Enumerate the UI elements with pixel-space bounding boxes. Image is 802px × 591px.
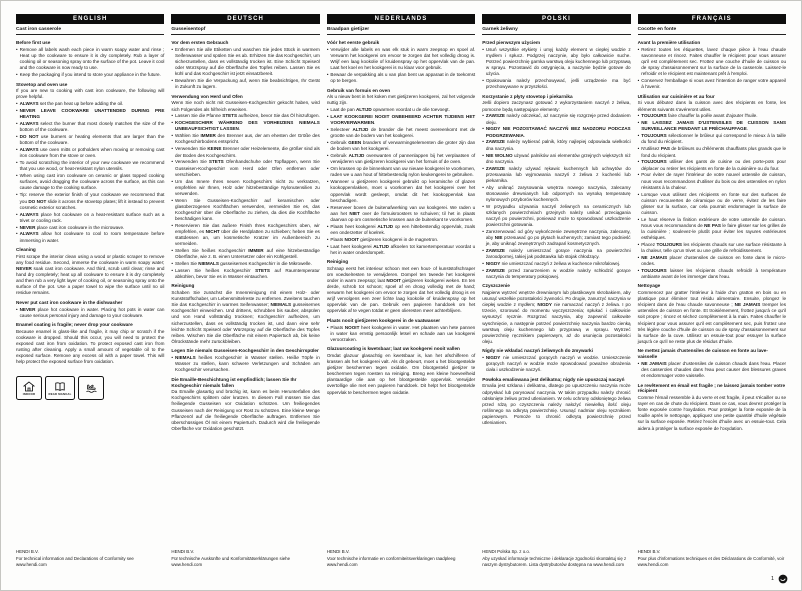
bullet-marker: • (637, 267, 640, 273)
bullet-marker: • (326, 166, 329, 172)
bullet-item: • Reservieren Sie das äußere Finish Ihres Kochgeschirrs oben, wir empfehlen, es NICHT über die Herdplatten zu schieben; heben Sie es stattdessen an, um kosmetische Kratzer im Außenbereich zu vermeiden. (171, 222, 320, 246)
bullet-marker: • (326, 72, 329, 77)
product-name: Braadpan gietijzer (327, 26, 475, 35)
bullet-marker: • (326, 324, 329, 330)
bullet-item: • Plaats NOOIT heet kookgerei in water. Het plaatsen van hete pannen in water kan ernstig persoonlijk letsel en schade aan uw kookgerei veroorzaken. (326, 324, 476, 342)
section-heading: Enamel coating is fragile; never drop your cookware (16, 322, 133, 328)
bullet-marker: • (16, 160, 18, 166)
bullet-marker: • (326, 140, 329, 146)
paragraph: Da Emaille glasartig und brüchig ist, kann es beim Herunterfallen des Kochgeschirrs splittern oder kratzen. In diesem Fall müssen Sie das freiliegende Gusseisen vor Oxidation schützen. Um freiliegendes Gusseisen nach der Reinigung vor Rost zu schützen. Eine kleine Menge Pflanzenöl auf die freiliegende Oberfläche auftragen. Entfernen Sie überschüssiges Öl mit einem Papiertuch. Dadurch wird die freiliegende Oberfläche vor Oxidation geschützt. (171, 389, 320, 431)
section-heading: Przed pierwszym użyciem (482, 40, 541, 46)
paragraph: First scrape the interior clean using a wood or plastic scraper to remove any food residue. Second, immerse the cookware in warm soapy water; NEVER soak cast iron cookware. And third, scrub until clean; rinse and hand dry completely; heat up all cookware to ensure it is dry completely and then rub a very light layer of cooking oil, or seasoning spray onto the surface of the pot. Use a paper towel to wipe the surface until no oil residue remains. (16, 253, 165, 296)
bullet-item: • Selecteer ALTIJD de brander die het meest overeenkomt met de grootte van de bodem van het kookgerei. (326, 127, 476, 139)
bullet-item: • Zarezerwować od góry wykończenie zewnętrzne naczynia, zalecamy, aby NIE przesuwać go po płytach kuchennych; zamiast tego podnieść je, aby uniknąć zewnętrznych zadrapań kosmetycznych. (482, 228, 631, 246)
section-heading: Korzystanie z płyty stovetop i piekarnika (482, 93, 573, 99)
bullet-item: • Verwenden Sie STETS Ofenhandschuhe oder Topflappen, wenn Sie Gusseisen-Kochgeschirr vom Herd oder Ofen entfernen oder verschieben. (171, 159, 320, 177)
bullet-item: • Usuń wszystkie etykiety i umyj każdy element w ciepłej wodzie z mydłem i spłucz. Podgrzej naczynie, aby było całkowicie suche. Potrzeć powierzchnię garnka warstwą oleju kuchennego lub przyprawą w sprayu. Pozostawić do ostygnięcia, a naczynie będzie gotowe do użycia. (482, 46, 631, 77)
indoor-icon-box (16, 376, 42, 400)
bullet-item: • ALWAYS set the pan heat up before adding the oil. (16, 101, 124, 107)
language-header: NEDERLANDS (327, 14, 475, 24)
bullet-marker: • (16, 173, 18, 179)
language-header: ENGLISH (16, 14, 164, 24)
bullet-marker: • (482, 355, 484, 361)
bullet-item: • TOUJOURS sélectionner le brûleur qui correspond le mieux à la taille du fond du récipient. (637, 133, 787, 145)
bullet-item: • NEVER place cast iron cookware in the microwave. (16, 224, 125, 230)
paragraph: Commencez par gratter l'intérieur à l'aide d'un gratton en bois ou en plastique pour éliminer tout résidu alimentaire. Ensuite, plongez le récipient dans de l'eau chaude savonneuse ; NE JAMAIS tremper les ustensiles de cuisson en fonte. Et troisièmement, frottez jusqu'à ce qu'il soit propre ; rincez et séchez complètement à la main. Faites chauffer le récipient pour vous assurer qu'il est complètement sec, puis frottez une très légère couche d'huile de cuisson ou de spray d'assaisonnement sur la surface de la cuve. Utilisez un essuie-tout pour essuyer la surface jusqu'à ce qu'il ne reste plus de résidus d'huile. (637, 290, 787, 344)
bullet-marker: • (637, 172, 640, 178)
bullet-item: • Stellen Sie heißes Kochgeschirr IMMER auf eine hitzebeständige Oberfläche, wie z. B. einen Untersetzer oder ein Kühlgestell. (171, 247, 320, 259)
bullet-item: • NIEMALS heißes Kochgeschirr in Wasser stellen. Heiße Töpfe in Wasser zu stellen, kann schwere Verletzungen und Schäden am Kochgeschirr verursachen. (171, 355, 320, 373)
section-heading: Glazuurcoating is kwetsbaar; laat uw kookgerei nooit vallen (326, 346, 460, 352)
bullet-marker: • (482, 126, 484, 132)
section-heading: Stovetop and oven use (16, 81, 68, 87)
bullet-item: • Plaats heet kookgerei ALTIJD op een hittebestendig oppervlak, zoals een onderzetter of koelrek. (326, 223, 476, 235)
bullet-item: • ZAWSZE należy umieszczać gorące naczynia na powierzchni żaroodpornej, takiej jak podstawka lub stojak chłodzący. (482, 247, 631, 259)
bullet-marker: • (171, 178, 174, 184)
bullet-item: • Laat heet kookgerei ALTIJD afkoelen tot kamertemperatuur voordat u het in water onderdompelt. (326, 243, 476, 255)
bullet-item: • Lassen Sie heißes Kochgeschirr STETS auf Raumtemperatur abkühlen, bevor Sie es in Wasser eintauchen. (171, 267, 320, 279)
paragraph: Wenn Sie noch nicht mit Gusseisen-Kochgeschirr gekocht haben, wird sich Folgendes als hilfreich erweisen. (171, 100, 320, 112)
bullet-item: • Placez TOUJOURS les récipients chauds sur une surface résistante à la chaleur, telle qu'un trivet ou une grille de refroidissement. (637, 241, 787, 253)
page-number: 1 (770, 576, 774, 582)
bullet-marker: • (171, 267, 174, 273)
bullet-item: • Remove all labels wash each piece in warm soapy water and rinse ; Heat up the cookware to ensure it is dry completely. Rub a layer of cooking oil or seasoning spray onto the surface of the pot. Leave it cool and the cookware is now ready to use. (16, 46, 165, 71)
page-footer (771, 574, 788, 584)
column-footer (482, 545, 630, 568)
company-name: HENDI B.V. (171, 549, 195, 555)
bullet-item: • TOUJOURS faire chauffer la poêle avant d'ajouter l'huile. (637, 113, 758, 119)
bullet-item: • Wanneer u gietijzeren kookgerei gebruikt op keramische of glazen kookoppervlakken, moet u voorkomen dat het kookgerei over het oppervlak wordt gesleept, omdat dit het kookoppervlak kan beschadigen. (326, 179, 476, 203)
bullet-marker: • (637, 46, 640, 52)
bullet-marker: • (482, 46, 484, 52)
bullet-item: • KOCHGESCHIRR WÄHREND DES VORHEIZENS NIEMALS UNBEAUFSICHTIGT LASSEN. (171, 120, 320, 132)
bullet-item: • To avoid scratching the interior of your new cookware we recommend that you use wood, or heat-resistant nylon utensils. (16, 160, 165, 172)
paragraph: Als u nieuw bent in het koken met gietijzeren kookgerei, zal het volgende nuttig zijn. (326, 94, 476, 106)
section-heading: Utilisation sur cuisinière et au four (637, 93, 715, 99)
bullet-item: • Gebruik ALTIJD ovenwanten of pannenlappen bij het verplaatsen of verwijderen van gietijzeren kookgerei van het fornuis of de oven. (326, 153, 476, 165)
column-footer (327, 545, 475, 568)
bullet-marker: • (482, 78, 484, 84)
column-footer (638, 545, 786, 568)
bullet-item: • Verwijder alle labels en was elk stuk in warm zeepsop en spoel af. Verwarm het kookgerei om ervoor te zorgen dat het volledig droog is. Wrijf een laag kookolie of kruidenspray op het oppervlak van de pan. Laat het koel en het kookgerei is nu klaar voor gebruik. (326, 46, 476, 71)
bullet-marker: • (482, 203, 484, 209)
indoor-icon (23, 381, 35, 392)
section-heading: Die Emaille-Beschichtung ist empfindlich; lassen Sie Ihr Kochgeschirr niemals fallen (171, 376, 297, 388)
bullet-marker: • (16, 108, 18, 114)
bullet-item: • NE JAMAIS placer d'ustensiles de cuisson en fonte dans le micro-ondes. (637, 254, 787, 266)
bullet-marker: • (637, 360, 640, 366)
paragraph: Emalia jest szklana i delikatna, dlatego po upuszczeniu naczynia może odpryskać lub porysować naczynia. W takim przypadku należy chronić odsłonięte żeliwo przed utlenianiem. W celu ochrony odsłoniętego żeliwa przed rdzą po czyszczeniu należy nałożyć niewielką ilość oleju roślinnego na odkrytą powierzchnię. Usunąć nadmiar oleju ręcznikiem papierowym. Pomoże to chronić odkrytą powierzchnię przed utlenianiem. (482, 383, 631, 425)
section-heading: Nigdy nie wkładać naczyń żeliwnych do zmywarki (482, 348, 593, 354)
bullet-item: • NIGDY NIE POZOSTAWIAĆ NACZYŃ BEZ NADZORU PODCZAS PODGRZEWANIA. (482, 126, 631, 138)
column-deutsch (171, 14, 319, 568)
bullet-item: • Bewaar de verpakking als u van plan bent uw apparaat in de toekomst op te bergen. (326, 72, 476, 84)
bullet-marker: • (326, 127, 329, 133)
bullet-marker: • (171, 222, 174, 228)
language-header: DEUTSCH (171, 14, 319, 24)
bullet-marker: • (326, 179, 329, 185)
section-heading: Ne mettez jamais d'ustensiles de cuisson en fonte au lave-vaisselle (637, 348, 768, 360)
paragraph: Schraap eerst het interieur schoon met een hout- of kunststofschraper om voedselresten te verwijderen. Dompel ten tweede het kookgerei onder in warm zeepsop; laat NOOIT gietijzeren kookgerei weken. En ten derde, schrob tot schoon; spoel af en droog volledig met de hand; verwarm het kookgerei om ervoor te zorgen dat het volledig droog is en wrijf vervolgens een zeer lichte laag kookolie of kruidenspray op het oppervlak van de pan. Gebruik een papieren handdoek om het oppervlak af te vegen totdat er geen olieresten meer achterblijven. (326, 265, 476, 314)
paragraph: Najpierw wytrzeć wnętrze drewnianym lub plastikowym skrobakiem, aby usunąć wszelkie pozostałości żywności. Po drugie, zanurzyć naczynia w ciepłej wodzie z mydłem; NIGDY nie namaczać naczyń z żeliwa. I po trzecie, szorować do momentu wyczyszczenia; spłukać i całkowicie wysuszyć ręcznie. Rozgrzać naczynia, aby zapewnić całkowite wyschnięcie, a następnie potrzeć powierzchnię naczynia bardzo cienką warstwą oleju kuchennego lub przyprawą w sprayu. Wytrzeć powierzchnię ręcznikiem papierowym, aż do usunięcia pozostałości oleju. (482, 290, 631, 344)
bullet-marker: • (171, 46, 174, 52)
bullet-marker: • (326, 236, 329, 242)
bullet-marker: • (637, 120, 640, 126)
product-name: Gusseisentopf (171, 26, 319, 35)
bullet-marker: • (482, 152, 484, 158)
bullet-marker: • (171, 120, 174, 126)
bullet-item: • NEVER LEAVE COOKWARE UNATTENDED DURING PRE HEATING (16, 108, 165, 120)
icon-label: INDOOR (22, 391, 36, 396)
bullet-marker: • (326, 107, 329, 113)
bullet-marker: • (16, 147, 18, 153)
bullet-marker: • (16, 134, 18, 140)
column-nederlands (327, 14, 475, 568)
footer-text: Aby uzyskać informacje techniczne i deklaracje zgodności skontaktuj się z naszym dystrybutorem. Lista dystrybutorów dostępna na www.hendi.com (482, 556, 627, 568)
section-heading: Gebruik van fornuis en oven (326, 87, 391, 93)
paragraph: Schaben Sie zunächst die Innenreinigung mit einem Holz- oder Kunststoffschaber, um Lebensmittelreste zu entfernen. Zweitens tauchen Sie das Kochgeschirr in warmes Seifenwasser; NIEMALS gusseisernes Kochgeschirr einweichen. Und drittens, schrubben bis sauber, abspülen und von Hand vollständig trocknen; Kochgeschirr aufheizen, um sicherzustellen, dass es vollständig trocken ist, und dann eine sehr leichte Schicht Speiseöl oder Würzspray auf die Oberfläche des Topfes reiben. Wischen Sie die Oberfläche mit einem Papiertuch ab, bis keine Ölrückstände mehr zurückbleiben. (171, 290, 320, 344)
company-name: HENDI B.V. (326, 549, 350, 555)
paragraph: Because enamel is glass-like and fragile, it may chip or scratch if the cookware is dropped. Should this occur, you will need to protect the exposed cast iron from oxidation. To protect exposed cast iron from rusting after cleaning. Apply a small amount of vegetable oil to the exposed surface. Remove any excess oil with a paper towel. This will help protect the exposed surface from oxidation. (16, 328, 165, 365)
bullet-item: • Stellen Sie NIEMALS gusseisernes Kochgeschirr in die Mikrowelle. (171, 260, 312, 266)
bullet-item: • Lassen Sie die Pfanne STETS aufheizen, bevor Sie das Öl hinzufügen. (171, 113, 320, 119)
bullet-item: • Plaats NOOIT gietijzeren kookgerei in de magnetron. (326, 236, 439, 242)
bullet-marker: • (171, 260, 174, 266)
bullet-marker: • (482, 113, 484, 119)
bullet-marker: • (16, 211, 18, 217)
bullet-marker: • (637, 241, 640, 247)
bullet-item: • ALWAYS select the burner that most closely matches the size of the bottom of the cookware. (16, 121, 165, 133)
bullet-item: • NE JAMAIS placer d'ustensiles de cuisson chauds dans l'eau. Placer des casseroles chaudes dans l'eau peut causer des blessures graves et endommager votre vaisselle. (637, 360, 787, 379)
bullet-marker: • (16, 306, 18, 312)
bullet-marker: • (171, 133, 174, 139)
column-footer (171, 545, 319, 568)
section-heading: Reiniging (326, 259, 349, 265)
bullet-marker: • (637, 146, 640, 152)
bullet-marker: • (637, 113, 640, 119)
bullet-item: • N'utilisez PAS de brûleurs ou d'éléments chauffants plus grands que le fond du récipient. (637, 146, 787, 158)
section-heading: Before first use (16, 40, 51, 46)
section-heading: Vóór het eerste gebruik (326, 40, 380, 46)
bullet-marker: • (482, 184, 484, 190)
section-heading: Cleaning (16, 247, 36, 253)
bullet-item: • Laat de pan ALTIJD opwarmen voordat u de olie toevoegt. (326, 107, 450, 113)
hand-wash-icon-box (78, 376, 104, 400)
hand-wash-icon (85, 383, 97, 394)
bullet-item: • Pour éviter de rayer l'intérieur de votre nouvel ustensile de cuisson, nous vous recommandons d'utiliser du bois ou des ustensiles en nylon résistants à la chaleur. (637, 172, 787, 190)
bullet-item: • Le haut réserve la finition extérieure de votre ustensile de cuisson. Nous vous recommandons de NE PAS le faire glisser sur les grilles de la cuisinière ; soulevez-le plutôt pour éviter les rayures extérieures esthétiques. (637, 216, 787, 240)
bullet-item: • Entfernen Sie alle Etiketten und waschen Sie jedes Stück in warmem Seifenwasser und spülen Sie es ab. Erhitzen Sie das Kochgeschirr, um sicherzustellen, dass es vollständig trocken ist. Eine Schicht Speiseöl oder Würzspray auf die Oberfläche des Topfes reiben. Lassen Sie es kühl und das Kochgeschirr ist jetzt einsatzbereit. (171, 46, 320, 77)
company-name: HENDI Polska Sp. z o.o. (482, 549, 531, 555)
bullet-marker: • (16, 231, 18, 237)
bullet-item: • ZAWSZE należy wybierać palnik, który najlepiej odpowiada wielkości dna naczynia. (482, 139, 631, 151)
bullet-marker: • (171, 355, 174, 361)
section-heading: Czyszczenie (482, 283, 510, 289)
bullet-item: • LAAT KOOKGEREI NOOIT ONBEHEERD ACHTER TIJDENS HET VOORVERWARMEN. (326, 114, 476, 126)
bullet-item: • ALWAYS allow hot cookware to cool to room temperature before immersing in water. (16, 231, 165, 243)
section-heading: Reinigung (171, 283, 195, 289)
bullet-marker: • (171, 197, 174, 203)
hendi-logo (778, 574, 788, 584)
section-heading: Le revêtement en émail est fragile ; ne laissez jamais tomber votre récipient (637, 382, 786, 394)
bullet-item: • ALWAYS use oven mitts or potholders when moving or removing cast iron cookware from the stove or oven. (16, 147, 165, 159)
product-name: Garnek żeliwny (482, 26, 630, 35)
bullet-item: • Aby uniknąć zarysowania wnętrza nowego naczynia, zalecamy stosowanie drewnianych lub odpornych na wysoką temperaturę nylonowych przyborów kuchennych. (482, 184, 631, 202)
bullet-marker: • (16, 72, 18, 77)
bullet-marker: • (482, 260, 484, 266)
paragraph: Omdat glazuur glasachtig en kwetsbaar is, kan het afschilferen of krassen als het kookgerei valt. Als dit gebeurt, moet u het blootgestelde gietijzer beschermen tegen oxidatie. Om blootgesteld gietijzer te beschermen tegen roesten na reiniging. Breng een kleine hoeveelheid plantaardige olie aan op het blootgestelde oppervlak. Verwijder overtollige olie met een papieren handdoek. Dit helpt het blootgestelde oppervlak te beschermen tegen oxidatie. (326, 353, 476, 395)
section-heading: Avant la première utilisation (637, 40, 701, 46)
bullet-item: • Bewahren Sie die Verpackung auf, wenn Sie beabsichtigen, Ihr Gerät in Zukunft zu lagern. (171, 78, 320, 90)
language-header: FRANÇAIS (638, 14, 786, 24)
section-heading: Plaats nooit gietijzeren kookgerei in de vaatwasser (326, 317, 441, 323)
column-footer (16, 545, 164, 568)
bullet-marker: • (326, 46, 329, 52)
column-polski (482, 14, 630, 568)
bullet-marker: • (482, 267, 484, 273)
bullet-marker: • (482, 228, 484, 234)
language-header: POLSKI (482, 14, 630, 24)
bullet-marker: • (637, 191, 640, 197)
read-manual-icon (54, 381, 66, 392)
bullet-marker: • (16, 192, 18, 198)
bullet-marker: • (326, 223, 329, 229)
bullet-marker: • (171, 113, 174, 119)
bullet-marker: • (16, 224, 18, 230)
bullet-item: • Opakowania należy przechowywać, jeśli urządzenie ma być przechowywane w przyszłości. (482, 78, 631, 90)
bullet-item: • Tip: reserve the exterior finish of your cookware we recommend that you DO NOT slide it across the stovetop plates; lift it instead to prevent cosmetic exterior scratches. (16, 192, 165, 210)
bullet-item: • ZAWSZE należy odczekać, aż naczynie się rozgrzeje przed dodaniem oleju. (482, 113, 631, 125)
bullet-item: • When using cast iron cookware on ceramic or glass topped cooking surfaces, avoid dragging the cookware across the surface, as this can cause damage to the cooking surface. (16, 173, 165, 191)
bullet-item: • TOUJOURS utiliser des gants de cuisine ou des porte-pots pour déplacer ou retirer les récipients en fonte de la cuisinière ou du four. (637, 159, 787, 171)
paragraph: Jeśli dopiero zaczynasz gotować z wykorzystaniem naczyń z żeliwa, pomocne będą następujące elementy: (482, 100, 631, 112)
bullet-marker: • (637, 133, 640, 139)
bullet-item: • Wählen Sie IMMER den Brenner aus, der am ehesten der Größe des Kochgeschirrbodens entspricht. (171, 133, 320, 145)
bullet-item: • Om krassen op de binnenkant van uw nieuwe kookgerei te voorkomen, raden we u aan hout of hittebestendig nylon keukengerei te gebruiken. (326, 166, 476, 178)
section-heading: Never put cast iron cookware in the dishwasher (16, 299, 123, 305)
bullet-marker: • (16, 101, 18, 107)
section-heading: Powłoka emaliowana jest delikatna; nigdy nie upuszczaj naczyń (482, 376, 625, 382)
bullet-item: • Conservez l'emballage si vous avez l'intention de ranger votre appareil à l'avenir. (637, 78, 787, 90)
column-english (16, 14, 164, 568)
bullet-marker: • (326, 204, 329, 210)
bullet-marker: • (171, 146, 174, 152)
bullet-item: • NE LAISSEZ JAMAIS D'USTENSILES DE CUISSON SANS SURVEILLANCE PENDANT LE PRÉCHAUFFAGE. (637, 120, 787, 132)
bullet-item: • Retirez toutes les étiquettes, lavez chaque pièce à l'eau chaude savonneuse et rincez. Faites chauffer le récipient pour vous assurer qu'il est complètement sec. Frottez une couche d'huile de cuisson ou de spray d'assaisonnement sur la surface de la casserole. Laissez-le refroidir et le récipient est maintenant prêt à l'emploi. (637, 46, 787, 77)
section-heading: Nettoyage (637, 283, 661, 289)
bullet-item: • ZAWSZE przed zanurzeniem w wodzie należy schłodzić gorące naczynia do temperatury pokojowej. (482, 267, 631, 279)
bullet-marker: • (637, 216, 640, 222)
bullet-marker: • (16, 121, 18, 127)
bullet-marker: • (326, 243, 329, 249)
bullet-item: • Keep the packaging if you intend to store your appliance in the future. (16, 72, 161, 77)
safety-icons-row (16, 376, 164, 400)
footer-text: Pour plus d'informations techniques et des Déclarations de Conformité, voir www.hendi.com (637, 556, 785, 568)
bullet-item: • TOUJOURS laisser les récipients chauds refroidir à température ambiante avant de les immerger dans l'eau. (637, 267, 787, 279)
product-name: Cocotte en fonte (638, 26, 786, 35)
bullet-marker: • (171, 159, 174, 165)
bullet-item: • NIGDY nie umieszczać naczyń z żeliwa w kuchence mikrofalowej. (482, 260, 621, 266)
bullet-item: • ALWAYS place hot cookware on a heat-resistant surface such as a trivet or cooling rack. (16, 211, 165, 223)
footer-text: Voor technische informatie en conformiteitsverklaringen raadpleeg www.hendi.com (326, 556, 456, 568)
bullet-marker: • (637, 254, 640, 260)
bullet-marker: • (326, 153, 329, 159)
footer-text: For technical information and Declarations of Conformity see www.hendi.com (16, 556, 134, 568)
bullet-item: • Verwenden Sie KEINE Brenner oder Heizelemente, die größer sind als der Boden des Kochgeschirrs. (171, 146, 320, 158)
bullet-marker: • (482, 139, 484, 145)
company-name: HENDI B.V. (16, 549, 39, 555)
column-franais (638, 14, 786, 568)
paragraph: Si vous débutez dans la cuisson avec des récipients en fonte, les éléments suivants s'avéreront utiles. (637, 100, 787, 112)
company-name: HENDI B.V. (637, 549, 661, 555)
bullet-marker: • (482, 247, 484, 253)
bullet-marker: • (326, 114, 329, 120)
bullet-marker: • (16, 46, 18, 52)
bullet-item: • Lorsque vous utilisez des récipients en fonte sur des surfaces de cuisson recouvertes de céramique ou de verre, évitez de les faire glisser sur la surface, car cela pourrait endommager la surface de cuisson. (637, 191, 787, 215)
bullet-item: • Reserveer boven de buitenafwerking van uw kookgerei. We raden u aan het NIET over de fornuisroosters te schuiven; til het in plaats daarvan op om cosmetische krassen aan de buitenkant te voorkomen. (326, 204, 476, 222)
product-name: Cast iron casserole (16, 26, 164, 35)
bullet-item: • Wenn Sie Gusseisen-Kochgeschirr auf keramischen oder glasüberzogenen Kochflächen verwenden, vermeiden Sie es, das Kochgeschirr über die Oberfläche zu ziehen, da dies die Kochfläche beschädigen kann. (171, 197, 320, 221)
icon-label: READ MANUAL (48, 391, 72, 396)
bullet-item: • NIGDY nie umieszczać gorących naczyń w wodzie. Umieszczenie gorących naczyń w wodzie może spowodować poważne obrażenia ciała i uszkodzenie naczyń. (482, 355, 631, 373)
bullet-item: • Um das Innere Ihres neuen Kochgeschirrs nicht zu verkratzen, empfehlen wir Ihnen, Holz oder hitzebeständige Nylonutensilien zu verwenden. (171, 178, 320, 196)
bullet-item: • ZAWSZE należy używać rękawic kuchennych lub uchwytów do przesuwania lub wyjmowania naczyń z żeliwa z kuchenki lub piekarnika. (482, 165, 631, 183)
language-columns (16, 14, 786, 568)
paragraph: If you are new to cooking with cast iron cookware, the following will prove helpful. (16, 88, 165, 100)
bullet-item: • W przypadku używania naczyń żeliwnych na ceramicznych lub szklanych powierzchniach grzejnych należy unikać przeciągania naczyń po powierzchni, ponieważ może to spowodować uszkodzenie powierzchni gotowania. (482, 203, 631, 227)
paragraph: Comme l'émail ressemble à du verre et est fragile, il peut s'écailler ou se rayer en cas de chute du récipient. Dans ce cas, vous devrez protéger la fonte exposée contre l'oxydation. Pour protéger la fonte exposée de la rouille après le nettoyage, appliquez une petite quantité d'huile végétale sur la surface exposée. Retirez l'excès d'huile avec un essuie-tout. Cela aidera à protéger la surface exposée de l'oxydation. (637, 395, 787, 431)
section-heading: Vor dem ersten Gebrauch (171, 40, 229, 46)
bullet-item: • Gebruik GEEN branders of verwarmingselementen die groter zijn dan de bodem van het kookgerei. (326, 140, 476, 152)
footer-text: Für technische Auskünfte und Konformitätserklärungen siehe www.hendi.com (171, 556, 291, 568)
bullet-marker: • (637, 159, 640, 165)
bullet-item: • NEVER place hot cookware in water. Placing hot pots in water can cause serious personal injury and damage to your cookware. (16, 306, 165, 318)
bullet-marker: • (171, 247, 174, 253)
bullet-marker: • (482, 165, 484, 171)
section-heading: Legen Sie niemals Gusseisen-Kochgeschirr in den Geschirrspüler (171, 348, 319, 354)
bullet-item: • NIE WOLNO używać palników ani elementów grzejnych większych niż dno naczynia. (482, 152, 631, 164)
bullet-item: • DO NOT use burners or heating elements that are larger than the bottom of the cookware. (16, 134, 165, 146)
section-heading: Verwendung von Herd und Ofen (171, 93, 243, 99)
bullet-marker: • (637, 78, 640, 84)
read-manual-icon-box (45, 376, 75, 400)
bullet-marker: • (171, 78, 174, 84)
